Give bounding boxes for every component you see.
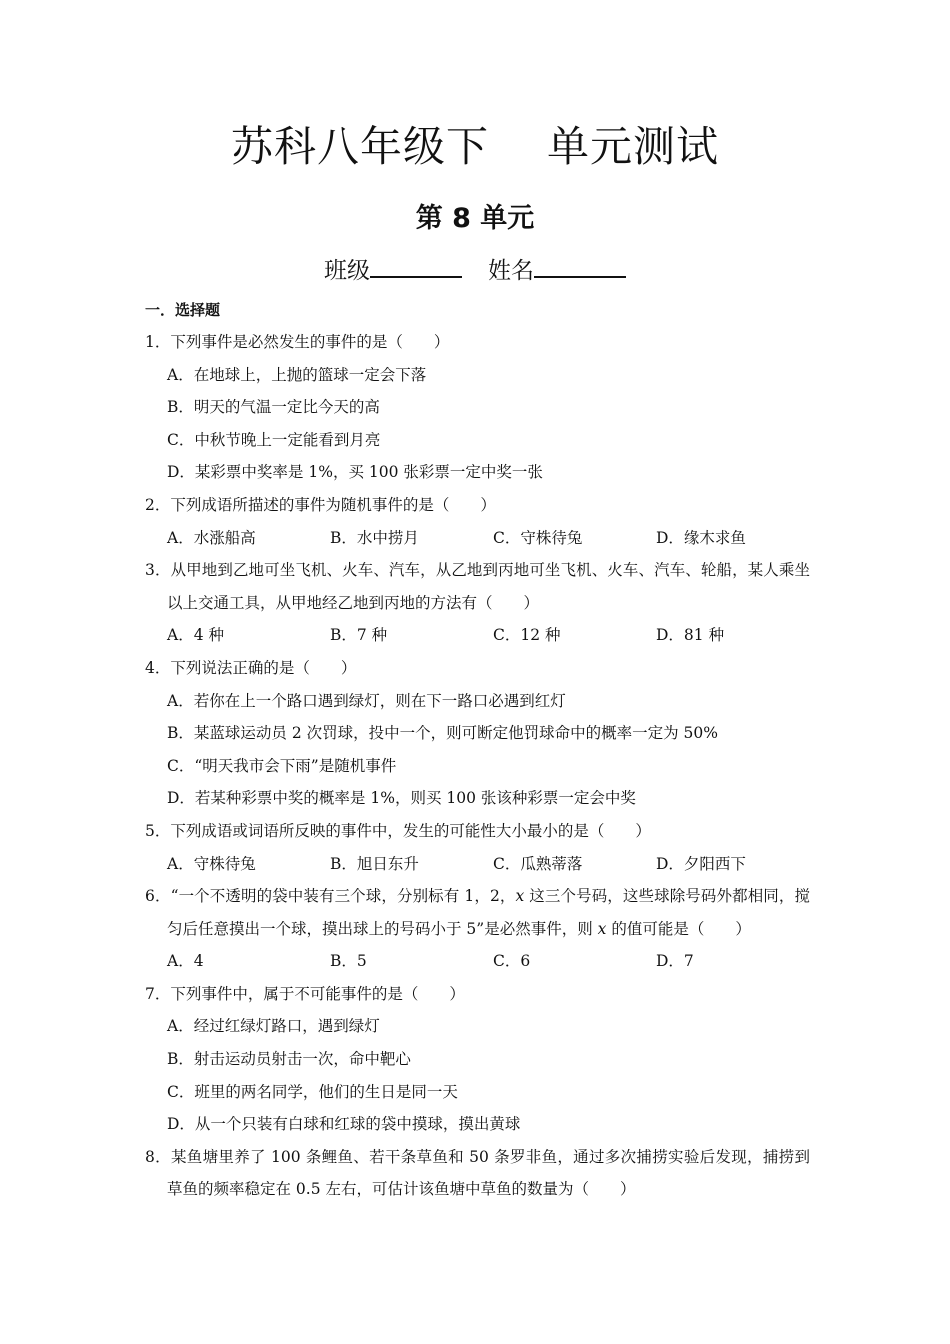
question-text: “一个不透明的袋中装有三个球，分别标有 1，2， [170,887,516,906]
question-3 [145,554,810,619]
question-text: 某鱼塘里养了 100 条鲤鱼、若干条草鱼和 50 条罗非鱼，通过多次捕捞实验后发现，捕捞到草鱼的频率稳定在 0.5 左右，可估计该鱼塘中草鱼的数量为（ ） [167,1147,810,1199]
section-title: 一．选择题 [145,301,221,319]
question-number: 5． [145,821,171,840]
class-label: 班级 [324,258,370,284]
name-label: 姓名 [488,258,534,284]
option-c: C．中秋节晚上一定能看到月亮 [167,430,381,449]
question-number: 3． [145,561,171,580]
option-b: B．射击运动员射击一次，命中靶心 [167,1050,411,1069]
question-number: 6． [145,887,171,906]
question-list [145,326,810,1206]
question-number: 1． [145,333,171,351]
question-number: 4． [145,658,171,677]
unit-subtitle: 第 8 单元 [415,203,535,234]
question-7 [145,978,810,1011]
option-a: A．在地球上，上抛的篮球一定会下落 [167,365,427,384]
option-a: A．4 种 [167,626,224,645]
option-d: D．某彩票中奖率是 1%，买 100 张彩票一定中奖一张 [167,463,543,482]
options-row [145,619,810,652]
page-title [0,114,950,174]
option-d: D．缘木求鱼 [656,528,746,547]
option-a: A．4 [167,952,204,971]
question-6 [145,880,810,945]
student-info [0,252,950,285]
question-text: 的值可能是（ ） [606,919,751,938]
name-blank[interactable] [534,256,626,278]
question-number: 2． [145,495,171,514]
question-text: 下列成语或词语所反映的事件中，发生的可能性大小最小的是（ ） [170,821,651,840]
question-text: 下列说法正确的是（ ） [170,658,357,677]
variable-x: x [597,919,607,938]
question-text: 下列事件是必然发生的事件的是（ ） [170,333,450,351]
class-blank[interactable] [370,256,462,278]
question-5 [145,815,810,848]
question-text: 下列成语所描述的事件为随机事件的是（ ） [170,495,496,514]
title-left: 苏科八年级下 [230,122,489,171]
option-d: D．81 种 [656,626,725,645]
option-c: C．6 [493,952,531,971]
option-b: B．某蓝球运动员 2 次罚球，投中一个，则可断定他罚球命中的概率一定为 50% [167,724,718,743]
option-c: C．12 种 [493,626,561,645]
option-d: D．从一个只装有白球和红球的袋中摸球，摸出黄球 [167,1115,521,1134]
option-b: B．7 种 [330,626,388,645]
options-row [145,522,810,555]
variable-x: x [515,887,525,906]
question-4 [145,652,810,685]
question-number: 8． [145,1147,171,1166]
title-right: 单元测试 [547,122,720,171]
options-row [145,848,810,881]
option-b: B．5 [330,952,367,971]
question-number: 7． [145,984,171,1003]
question-text: 从甲地到乙地可坐飞机、火车、汽车，从乙地到丙地可坐飞机、火车、汽车、轮船，某人乘坐以上交通工具，从甲地经乙地到丙地的方法有（ ） [167,561,810,612]
question-8 [145,1141,810,1206]
option-b: B．旭日东升 [330,854,419,873]
option-b: B．水中捞月 [330,528,419,547]
name-field [488,252,626,285]
option-a: A．水涨船高 [167,528,256,547]
option-c: C．瓜熟蒂落 [493,854,583,873]
option-a: A．若你在上一个路口遇到绿灯，则在下一路口必遇到红灯 [167,691,566,710]
question-2 [145,489,810,522]
options-row [145,945,810,978]
option-c: C．“明天我市会下雨”是随机事件 [167,756,397,775]
option-d: D．夕阳西下 [656,854,746,873]
option-d: D．若某种彩票中奖的概率是 1%，则买 100 张该种彩票一定会中奖 [167,789,636,808]
class-field [324,252,462,285]
option-b: B．明天的气温一定比今天的高 [167,398,380,417]
option-d: D．7 [656,952,694,971]
option-a: A．经过红绿灯路口，遇到绿灯 [167,1017,380,1036]
option-a: A．守株待兔 [167,854,256,873]
option-c: C．守株待兔 [493,528,583,547]
question-1 [145,326,810,359]
question-text: 下列事件中，属于不可能事件的是（ ） [170,984,465,1003]
question-text: 这三个号码，这些球除号码外都相同，搅匀后任意摸出一个球，摸出球上的号码小于 5”是必然事件，则 [167,887,810,938]
option-c: C．班里的两名同学，他们的生日是同一天 [167,1082,458,1101]
